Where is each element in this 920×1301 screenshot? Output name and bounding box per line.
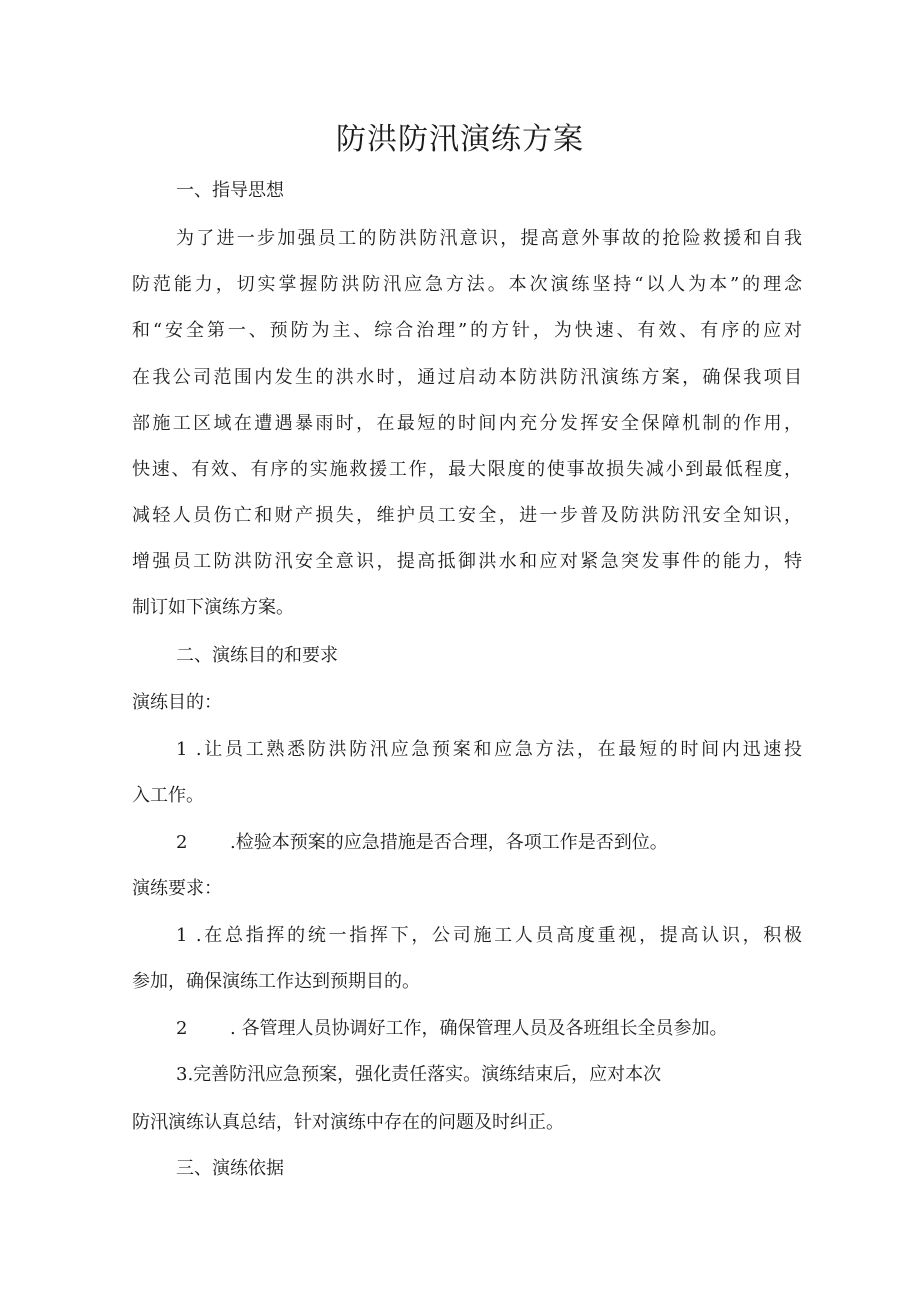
requirement-item-2-number: 2 (176, 1018, 188, 1039)
paragraph-line: 和“安全第一、预防为主、综合治理”的方针，为快速、有效、有序的应对 (132, 320, 802, 341)
requirement-item-3-line: 防汛演练认真总结，针对演练中存在的问题及时纠正。 (132, 1112, 564, 1133)
requirement-item-1-line: 1 .在总指挥的统一指挥下，公司施工人员高度重视，提高认识，积极 (176, 925, 802, 946)
purpose-item-2-number: 2 (176, 832, 188, 853)
paragraph-line: 减轻人员伤亡和财产损失，维护员工安全，进一步普及防洪防汛安全知识， (132, 505, 802, 526)
requirement-item-2-text: . 各管理人员协调好工作，确保管理人员及各班组长全员参加。 (230, 1018, 728, 1039)
purpose-item-1-line: 入工作。 (132, 785, 204, 806)
paragraph-line: 防范能力，切实掌握防洪防汛应急方法。本次演练坚持“以人为本”的理念 (132, 274, 802, 295)
requirement-label: 演练要求： (132, 878, 222, 899)
purpose-item-1-line: 1 .让员工熟悉防洪防汛应急预案和应急方法，在最短的时间内迅速投 (176, 739, 802, 760)
section-heading-basis: 三、演练依据 (176, 1158, 284, 1179)
purpose-label: 演练目的： (132, 692, 222, 713)
requirement-item-3-line: 3.完善防汛应急预案，强化责任落实。演练结束后，应对本次 (176, 1064, 662, 1085)
requirement-item-1-line: 参加，确保演练工作达到预期目的。 (132, 971, 420, 992)
paragraph-line: 增强员工防洪防汛安全意识，提高抵御洪水和应对紧急突发事件的能力，特 (132, 551, 802, 572)
paragraph-line: 部施工区域在遭遇暴雨时，在最短的时间内充分发挥安全保障机制的作用， (132, 413, 802, 434)
paragraph-line: 为了进一步加强员工的防洪防汛意识，提高意外事故的抢险救援和自我 (176, 228, 802, 249)
section-heading-purpose-requirements: 二、演练目的和要求 (176, 645, 338, 666)
paragraph-line: 快速、有效、有序的实施救援工作，最大限度的使事故损失减小到最低程度， (132, 459, 802, 480)
section-heading-guiding-idea: 一、指导思想 (176, 180, 284, 201)
document-title: 防洪防汛演练方案 (336, 122, 584, 157)
purpose-item-2-text: .检验本预案的应急措施是否合理，各项工作是否到位。 (230, 832, 668, 853)
paragraph-line: 制订如下演练方案。 (132, 597, 294, 618)
paragraph-line: 在我公司范围内发生的洪水时，通过启动本防洪防汛演练方案，确保我项目 (132, 367, 802, 388)
